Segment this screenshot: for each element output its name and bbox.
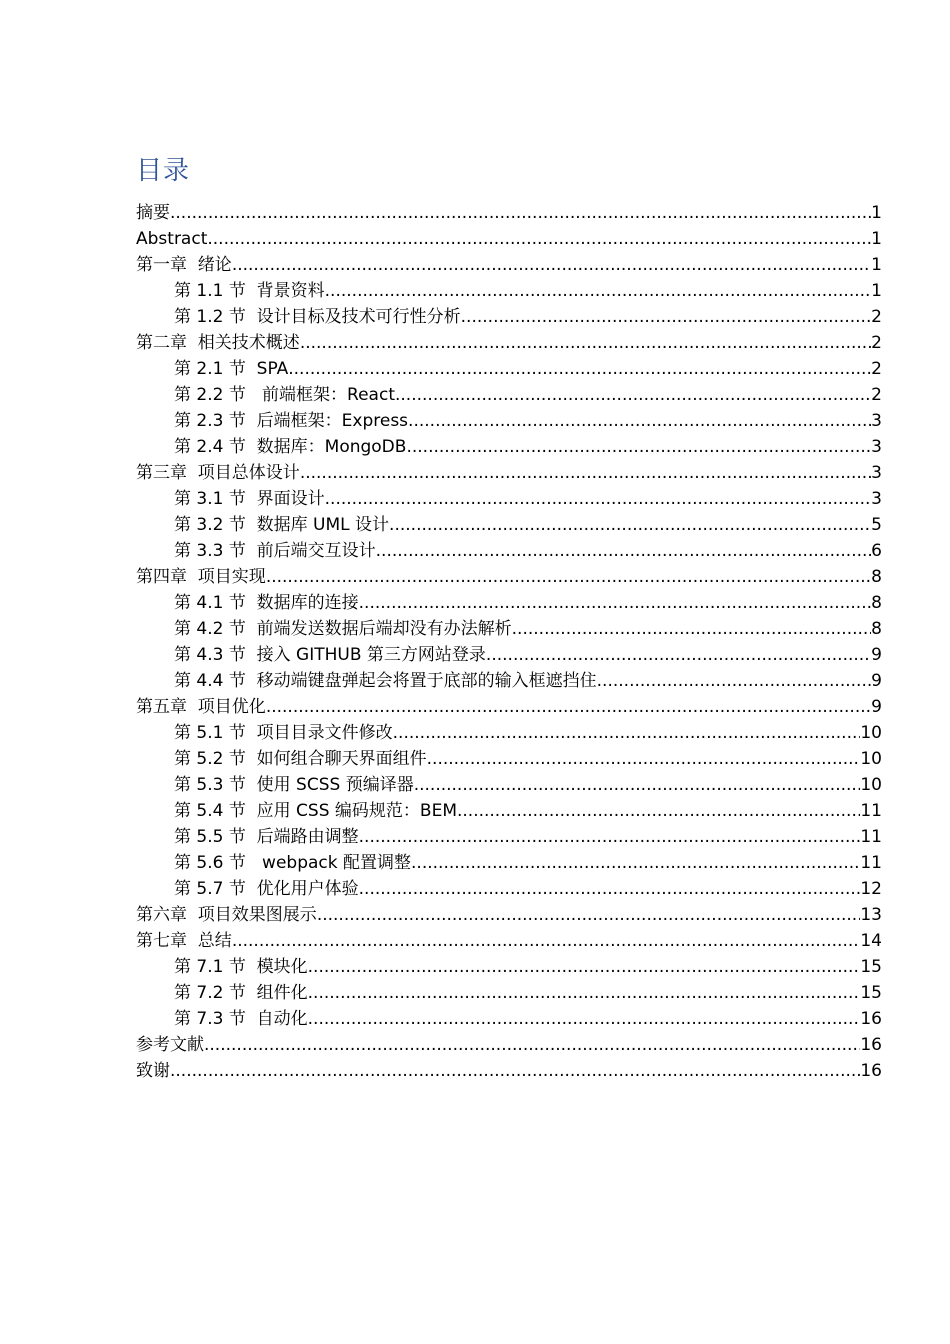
toc-entry-label: 致谢 bbox=[136, 1061, 170, 1081]
toc-dot-leader bbox=[266, 564, 871, 590]
toc-entry-chapter[interactable] bbox=[136, 928, 882, 954]
toc-entry-label: 第 5.6 节 webpack 配置调整 bbox=[174, 853, 412, 873]
toc-entry-label: 第六章 项目效果图展示 bbox=[136, 905, 317, 925]
toc-entry-page-number: 2 bbox=[871, 333, 882, 353]
toc-dot-leader bbox=[389, 512, 871, 538]
toc-entry-label: 第 5.7 节 优化用户体验 bbox=[174, 879, 359, 899]
toc-entry-page-number: 9 bbox=[871, 645, 882, 665]
toc-entry-section[interactable] bbox=[136, 824, 882, 850]
toc-entry-page-number: 10 bbox=[860, 775, 882, 795]
toc-entry-page-number: 3 bbox=[871, 411, 882, 431]
toc-dot-leader bbox=[406, 434, 871, 460]
toc-entry-chapter[interactable] bbox=[136, 564, 882, 590]
toc-entry-page-number: 1 bbox=[871, 203, 882, 223]
toc-entry-label: 第 5.1 节 项目目录文件修改 bbox=[174, 723, 393, 743]
toc-entry-section[interactable] bbox=[136, 486, 882, 512]
toc-entry-label: 第 5.3 节 使用 SCSS 预编译器 bbox=[174, 775, 414, 795]
toc-entry-page-number: 1 bbox=[871, 281, 882, 301]
toc-entry-section[interactable] bbox=[136, 382, 882, 408]
toc-entry-label: 参考文献 bbox=[136, 1035, 204, 1055]
toc-entry-page-number: 13 bbox=[860, 905, 882, 925]
toc-dot-leader bbox=[395, 382, 871, 408]
toc-entry-chapter[interactable] bbox=[136, 252, 882, 278]
toc-entry-label: 第 4.1 节 数据库的连接 bbox=[174, 593, 359, 613]
toc-entry-label: 第二章 相关技术概述 bbox=[136, 333, 300, 353]
toc-entry-page-number: 16 bbox=[860, 1061, 882, 1081]
toc-entry-page-number: 1 bbox=[871, 229, 882, 249]
toc-entry-section[interactable] bbox=[136, 1006, 882, 1032]
toc-dot-leader bbox=[170, 1058, 860, 1084]
toc-entry-chapter[interactable] bbox=[136, 200, 882, 226]
toc-entry-page-number: 16 bbox=[860, 1035, 882, 1055]
toc-entry-section[interactable] bbox=[136, 616, 882, 642]
toc-entry-page-number: 8 bbox=[871, 593, 882, 613]
toc-entry-page-number: 2 bbox=[871, 359, 882, 379]
toc-entry-label: 第三章 项目总体设计 bbox=[136, 463, 300, 483]
toc-dot-leader bbox=[414, 772, 861, 798]
toc-entry-page-number: 8 bbox=[871, 619, 882, 639]
toc-entry-page-number: 12 bbox=[860, 879, 882, 899]
toc-dot-leader bbox=[457, 798, 860, 824]
toc-dot-leader bbox=[288, 356, 871, 382]
toc-entry-label: 第七章 总结 bbox=[136, 931, 232, 951]
toc-entry-page-number: 10 bbox=[860, 723, 882, 743]
toc-dot-leader bbox=[232, 252, 871, 278]
toc-dot-leader bbox=[308, 980, 861, 1006]
toc-entry-label: 第一章 绪论 bbox=[136, 255, 232, 275]
toc-entry-page-number: 1 bbox=[871, 255, 882, 275]
toc-entry-section[interactable] bbox=[136, 278, 882, 304]
toc-entry-page-number: 11 bbox=[860, 827, 882, 847]
toc-entry-page-number: 8 bbox=[871, 567, 882, 587]
toc-entry-page-number: 11 bbox=[860, 853, 882, 873]
toc-entry-section[interactable] bbox=[136, 304, 882, 330]
toc-entry-page-number: 9 bbox=[871, 697, 882, 717]
toc-entry-label: 第 7.3 节 自动化 bbox=[174, 1009, 308, 1029]
toc-entry-page-number: 3 bbox=[871, 489, 882, 509]
toc-entry-label: 第 4.3 节 接入 GITHUB 第三方网站登录 bbox=[174, 645, 486, 665]
toc-entry-chapter[interactable] bbox=[136, 226, 882, 252]
toc-dot-leader bbox=[359, 824, 861, 850]
toc-entry-chapter[interactable] bbox=[136, 1058, 882, 1084]
toc-entry-label: 第 1.2 节 设计目标及技术可行性分析 bbox=[174, 307, 461, 327]
toc-entry-label: 第 4.2 节 前端发送数据后端却没有办法解析 bbox=[174, 619, 512, 639]
toc-entry-label: 第 2.4 节 数据库：MongoDB bbox=[174, 437, 407, 457]
toc-entry-section[interactable] bbox=[136, 668, 882, 694]
toc-entry-label: 第 3.1 节 界面设计 bbox=[174, 489, 325, 509]
toc-entry-label: 第 1.1 节 背景资料 bbox=[174, 281, 325, 301]
toc-entry-section[interactable] bbox=[136, 720, 882, 746]
toc-dot-leader bbox=[266, 694, 871, 720]
toc-dot-leader bbox=[204, 1032, 860, 1058]
toc-entry-section[interactable] bbox=[136, 772, 882, 798]
toc-entry-section[interactable] bbox=[136, 590, 882, 616]
toc-entry-page-number: 2 bbox=[871, 307, 882, 327]
toc-entry-page-number: 10 bbox=[860, 749, 882, 769]
toc-entry-section[interactable] bbox=[136, 954, 882, 980]
toc-entry-page-number: 6 bbox=[871, 541, 882, 561]
toc-entry-chapter[interactable] bbox=[136, 694, 882, 720]
toc-entry-chapter[interactable] bbox=[136, 330, 882, 356]
toc-entry-label: 第 2.3 节 后端框架：Express bbox=[174, 411, 409, 431]
toc-dot-leader bbox=[232, 928, 861, 954]
toc-dot-leader bbox=[486, 642, 871, 668]
toc-entry-section[interactable] bbox=[136, 876, 882, 902]
toc-entry-page-number: 2 bbox=[871, 385, 882, 405]
toc-entry-label: 第 5.2 节 如何组合聊天界面组件 bbox=[174, 749, 427, 769]
toc-entry-section[interactable] bbox=[136, 980, 882, 1006]
toc-dot-leader bbox=[359, 876, 861, 902]
toc-entry-label: 第 3.2 节 数据库 UML 设计 bbox=[174, 515, 390, 535]
toc-entry-label: Abstract bbox=[136, 229, 208, 249]
toc-entry-label: 第 3.3 节 前后端交互设计 bbox=[174, 541, 376, 561]
toc-dot-leader bbox=[308, 954, 861, 980]
toc-entry-chapter[interactable] bbox=[136, 902, 882, 928]
toc-entry-label: 第 5.4 节 应用 CSS 编码规范：BEM bbox=[174, 801, 457, 821]
toc-entry-page-number: 3 bbox=[871, 463, 882, 483]
toc-entry-chapter[interactable] bbox=[136, 460, 882, 486]
toc-dot-leader bbox=[461, 304, 872, 330]
toc-dot-leader bbox=[325, 486, 872, 512]
toc-entry-page-number: 14 bbox=[860, 931, 882, 951]
toc-entry-section[interactable] bbox=[136, 512, 882, 538]
toc-title: 目录 bbox=[136, 156, 191, 186]
toc-dot-leader bbox=[317, 902, 861, 928]
toc-entry-chapter[interactable] bbox=[136, 1032, 882, 1058]
toc-entry-section[interactable] bbox=[136, 434, 882, 460]
toc-entry-label: 第 2.1 节 SPA bbox=[174, 359, 289, 379]
toc-dot-leader bbox=[512, 616, 872, 642]
toc-entry-label: 第 7.2 节 组件化 bbox=[174, 983, 308, 1003]
toc-dot-leader bbox=[411, 850, 860, 876]
toc-dot-leader bbox=[300, 330, 871, 356]
toc-entry-label: 第 2.2 节 前端框架：React bbox=[174, 385, 395, 405]
toc-entry-page-number: 15 bbox=[860, 957, 882, 977]
toc-entry-label: 第四章 项目实现 bbox=[136, 567, 266, 587]
toc-entry-page-number: 3 bbox=[871, 437, 882, 457]
toc-entry-section[interactable] bbox=[136, 408, 882, 434]
toc-entry-section[interactable] bbox=[136, 746, 882, 772]
toc-entry-label: 摘要 bbox=[136, 203, 170, 223]
toc-entry-page-number: 16 bbox=[860, 1009, 882, 1029]
toc-dot-leader bbox=[325, 278, 872, 304]
toc-dot-leader bbox=[308, 1006, 861, 1032]
toc-dot-leader bbox=[393, 720, 861, 746]
toc-entry-page-number: 5 bbox=[871, 515, 882, 535]
toc-entry-page-number: 9 bbox=[871, 671, 882, 691]
toc-entry-label: 第 7.1 节 模块化 bbox=[174, 957, 308, 977]
toc-entry-page-number: 15 bbox=[860, 983, 882, 1003]
toc-dot-leader bbox=[376, 538, 872, 564]
toc-entry-section[interactable] bbox=[136, 538, 882, 564]
toc-entry-section[interactable] bbox=[136, 850, 882, 876]
toc-entry-section[interactable] bbox=[136, 356, 882, 382]
toc-entry-label: 第 4.4 节 移动端键盘弹起会将置于底部的输入框遮挡住 bbox=[174, 671, 597, 691]
toc-entry-page-number: 11 bbox=[860, 801, 882, 821]
toc-entry-section[interactable] bbox=[136, 642, 882, 668]
toc-dot-leader bbox=[170, 200, 871, 226]
toc-list bbox=[136, 200, 882, 1084]
toc-dot-leader bbox=[408, 408, 871, 434]
toc-dot-leader bbox=[597, 668, 872, 694]
toc-entry-section[interactable] bbox=[136, 798, 882, 824]
toc-dot-leader bbox=[427, 746, 861, 772]
toc-entry-label: 第 5.5 节 后端路由调整 bbox=[174, 827, 359, 847]
toc-dot-leader bbox=[207, 226, 871, 252]
toc-dot-leader bbox=[359, 590, 872, 616]
toc-entry-label: 第五章 项目优化 bbox=[136, 697, 266, 717]
toc-dot-leader bbox=[300, 460, 871, 486]
